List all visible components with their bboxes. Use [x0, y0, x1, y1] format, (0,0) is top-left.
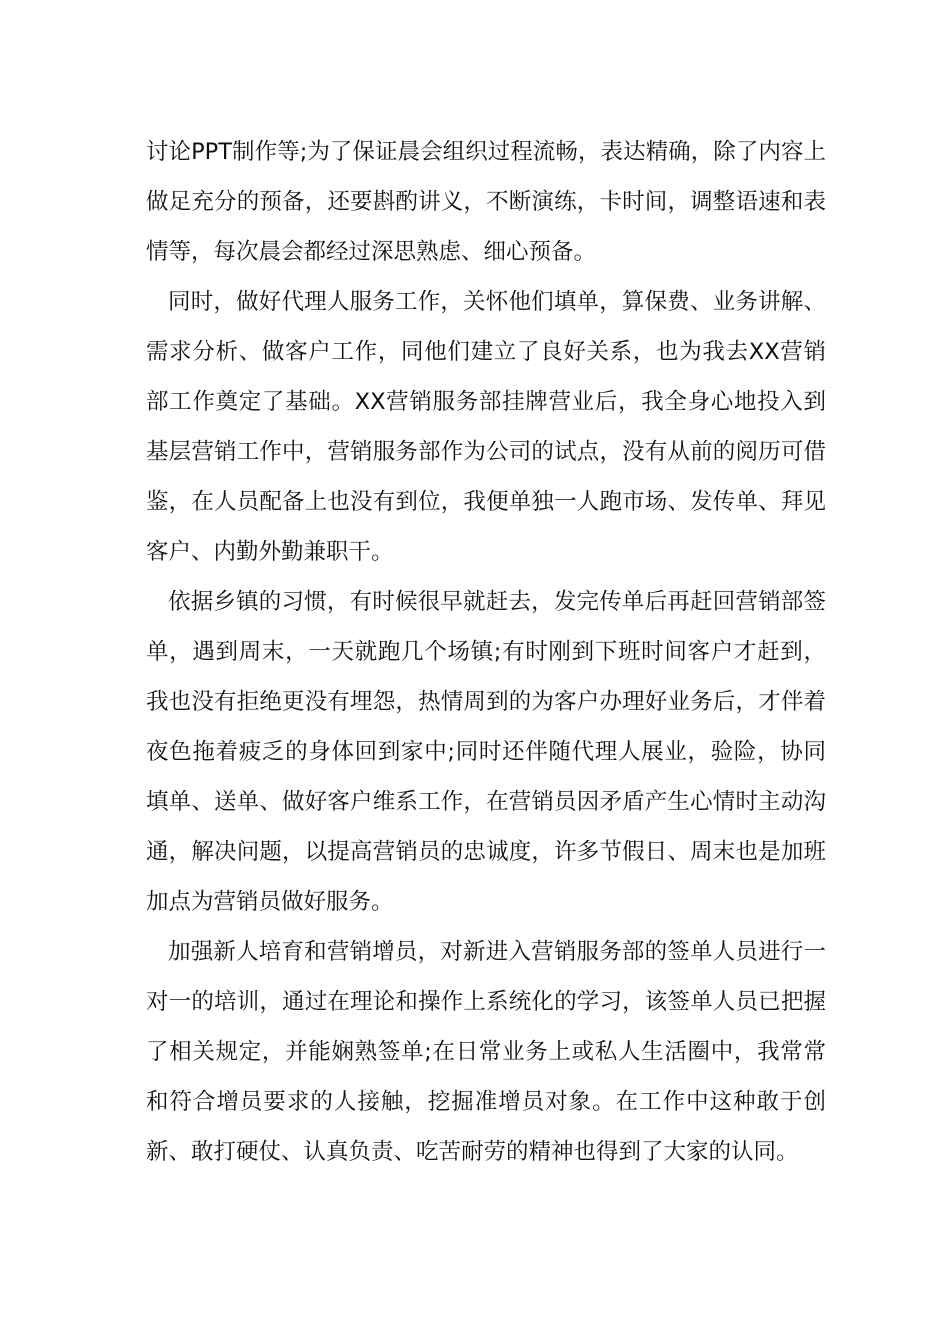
paragraph-3: 依据乡镇的习惯，有时候很早就赶去，发完传单后再赶回营销部签单，遇到周末，一天就跑几个场镇;有时刚到下班时间客户才赶到，我也没有拒绝更没有埋怨，热情周到的为客户办理好业务后，才伴着夜色拖着疲乏的身体回到家中;同时还伴随代理人展业，验险，协同填单、送单、做好客户维系工作，在营销员因矛盾产生心情时主动沟通，解决问题，以提高营销员的忠诚度，许多节假日、周末也是加班加点为营销员做好服务。 — [146, 589, 826, 915]
paragraph-1: 讨论PPT制作等;为了保证晨会组织过程流畅，表达精确，除了内容上做足充分的预备，还要斟酌讲义，不断演练，卡时间，调整语速和表情等，每次晨会都经过深思熟虑、细心预备。 — [146, 139, 826, 265]
document-body — [146, 127, 826, 1177]
paragraph-2: 同时，做好代理人服务工作，关怀他们填单，算保费、业务讲解、需求分析、做客户工作，同他们建立了良好关系，也为我去XX营销部工作奠定了基础。XX营销服务部挂牌营业后，我全身心地投入到基层营销工作中，营销服务部作为公司的试点，没有从前的阅历可借鉴，在人员配备上也没有到位，我便单独一人跑市场、发传单、拜见客户、内勤外勤兼职干。 — [146, 289, 826, 565]
paragraph-4: 加强新人培育和营销增员，对新进入营销服务部的签单人员进行一对一的培训，通过在理论和操作上系统化的学习，该签单人员已把握了相关规定，并能娴熟签单;在日常业务上或私人生活圈中，我常常和符合增员要求的人接触，挖掘准增员对象。在工作中这种敢于创新、敢打硬仗、认真负责、吃苦耐劳的精神也得到了大家的认同。 — [146, 939, 826, 1165]
